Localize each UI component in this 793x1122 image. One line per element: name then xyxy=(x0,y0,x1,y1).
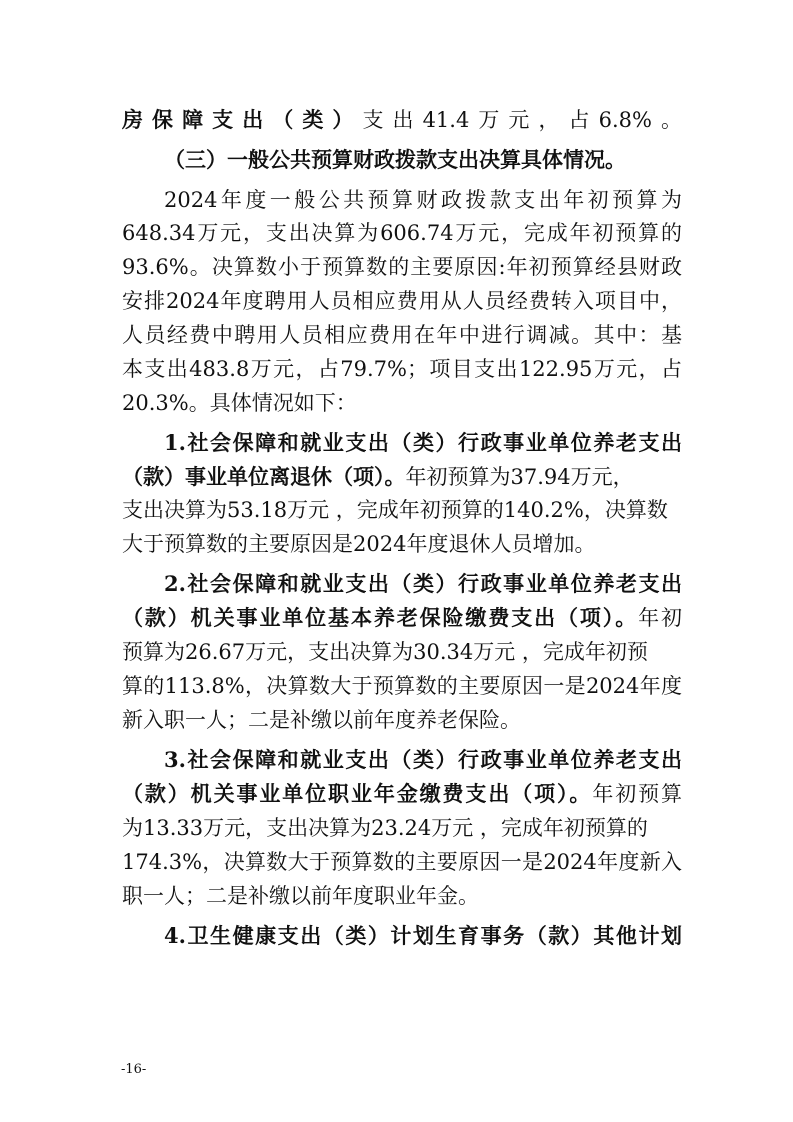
text-line-16 xyxy=(122,639,682,665)
line-18-text: 新入职一人；二是补缴以前年度养老保险。 xyxy=(122,708,521,732)
text-line-9 xyxy=(122,390,682,416)
line-10-bold: 1.社会保障和就业支出（类）行政事业单位养老支出 xyxy=(164,430,682,455)
line-3-text: 2024年度一般公共预算财政拨款支出年初预算为 xyxy=(164,188,682,212)
line-14-bold: 2.社会保障和就业支出（类）行政事业单位养老支出 xyxy=(164,571,682,596)
text-line-7 xyxy=(122,322,682,348)
item-heading-4 xyxy=(164,923,682,949)
line-24-bold: 4.卫生健康支出（类）计划生育事务（款）其他计划 xyxy=(164,923,682,948)
line-17-text: 算的113.8%，决算数大于预算数的主要原因一是2024年度 xyxy=(122,674,682,698)
line-2-bold: （三）一般公共预算财政拨款支出决算具体情况。 xyxy=(164,147,626,172)
text-line-5 xyxy=(122,254,682,280)
line-1-bold: 房保障支出（类） xyxy=(122,107,363,132)
line-6-text: 安排2024年度聘用人员相应费用从人员经费转入项目中， xyxy=(122,289,682,313)
line-4-text: 648.34万元，支出决算为606.74万元，完成年初预算的 xyxy=(122,221,682,245)
item-heading-2 xyxy=(164,571,682,597)
text-line-8 xyxy=(122,356,682,382)
text-line-15 xyxy=(122,605,682,631)
line-11-bold: （款）事业单位离退休（项）。 xyxy=(122,464,406,489)
line-12-text: 支出决算为53.18万元 ，完成年初预算的140.2%，决算数 xyxy=(122,498,668,522)
text-line-20 xyxy=(122,781,682,807)
line-20-bold: （款）机关事业单位职业年金缴费支出（项）。 xyxy=(122,781,593,806)
line-23-text: 职一人；二是补缴以前年度职业年金。 xyxy=(122,884,479,908)
text-line-13 xyxy=(122,531,682,557)
item-heading-3 xyxy=(164,747,682,773)
line-20-text: 年初预算 xyxy=(592,782,682,806)
text-line-18 xyxy=(122,707,682,733)
text-line-11 xyxy=(122,464,682,490)
text-line-12 xyxy=(122,497,682,523)
line-1-text: 支出41.4万元，占6.8%。 xyxy=(362,108,682,132)
text-line-6 xyxy=(122,288,682,314)
text-line-21 xyxy=(122,815,682,841)
line-19-bold: 3.社会保障和就业支出（类）行政事业单位养老支出 xyxy=(164,747,682,772)
line-9-text: 20.3%。具体情况如下： xyxy=(122,391,357,415)
text-line-22 xyxy=(122,849,682,875)
line-16-text: 预算为26.67万元，支出决算为30.34万元 ，完成年初预 xyxy=(122,640,648,664)
line-22-text: 174.3%，决算数大于预算数的主要原因一是2024年度新入 xyxy=(122,850,682,874)
line-13-text: 大于预算数的主要原因是2024年度退休人员增加。 xyxy=(122,532,596,556)
text-line-17 xyxy=(122,673,682,699)
page-number: -16- xyxy=(121,1062,147,1077)
line-15-bold: （款）机关事业单位基本养老保险缴费支出（项）。 xyxy=(122,605,639,630)
text-line-3 xyxy=(164,187,682,213)
line-11-text: 年初预算为37.94万元， xyxy=(405,465,634,489)
line-8-text: 本支出483.8万元，占79.7%；项目支出122.95万元，占 xyxy=(122,357,682,381)
line-15-text: 年初 xyxy=(638,606,682,630)
item-heading-1 xyxy=(164,430,682,456)
line-21-text: 为13.33万元，支出决算为23.24万元 ，完成年初预算的 xyxy=(122,816,648,840)
text-line-23 xyxy=(122,883,682,909)
section-heading-3 xyxy=(164,147,682,173)
text-line-4 xyxy=(122,220,682,246)
line-7-text: 人员经费中聘用人员相应费用在年中进行调减。其中：基 xyxy=(122,323,682,347)
line-5-text: 93.6%。决算数小于预算数的主要原因:年初预算经县财政 xyxy=(122,255,682,279)
text-line-1 xyxy=(122,107,682,133)
